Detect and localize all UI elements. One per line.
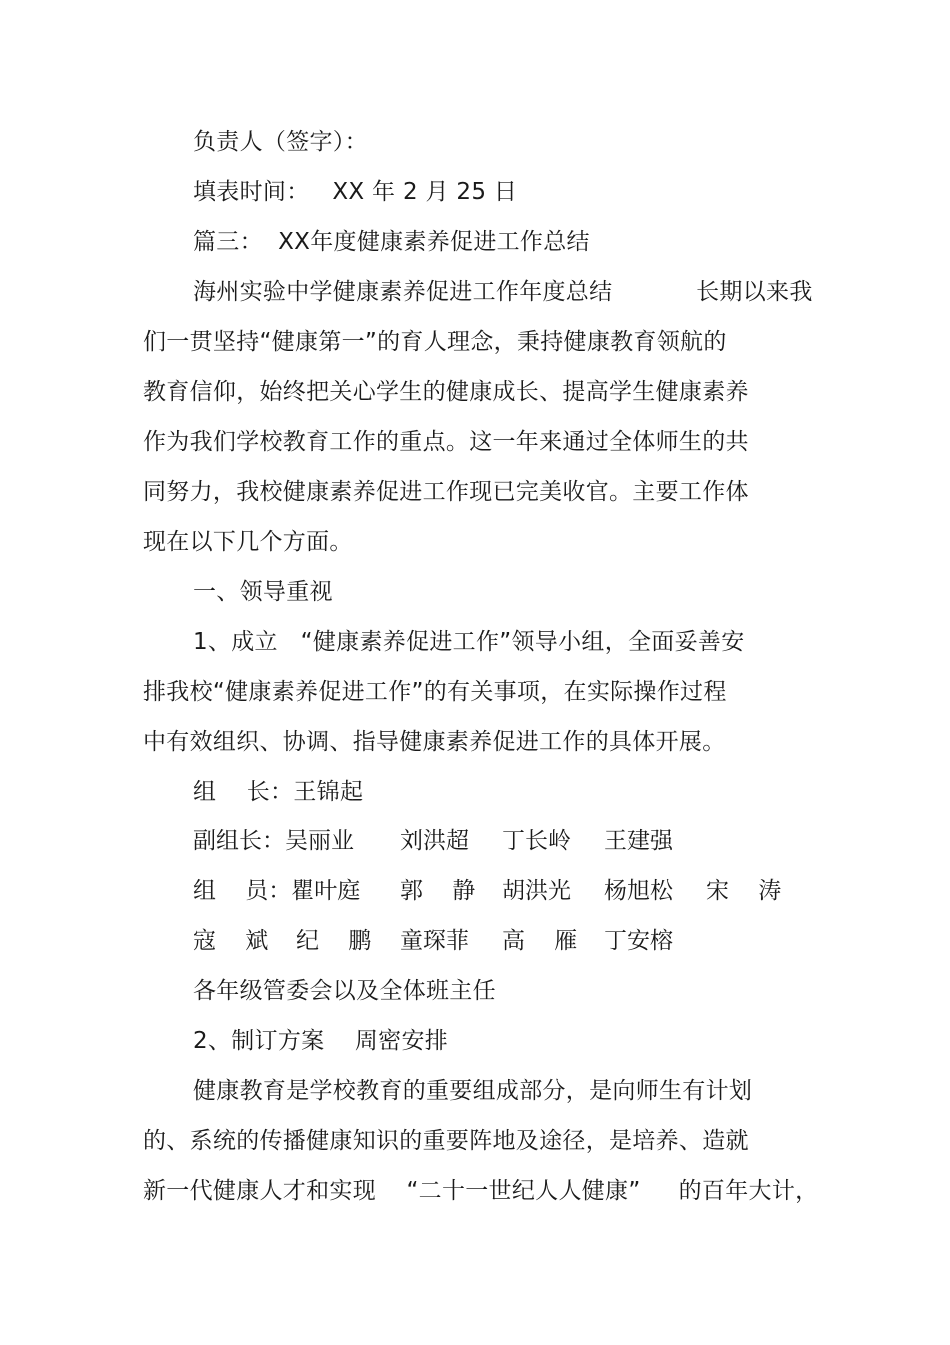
paragraph-line: 同努力，我校健康素养促进工作现已完美收官。主要工作体	[143, 479, 749, 505]
paragraph-line: 海州实验中学健康素养促进工作年度总结 长期以来我	[193, 279, 813, 305]
member-name: 寇 斌	[193, 928, 269, 954]
paragraph-line: 现在以下几个方面。	[143, 529, 353, 555]
paragraph-line: 新一代健康人才和实现 “二十一世纪人人健康” 的百年大计，	[143, 1178, 819, 1204]
member-name: 宋 涛	[706, 878, 782, 904]
member-name: 童琛菲	[400, 928, 469, 954]
member-name: 纪 鹏	[296, 928, 372, 954]
member-name: 杨旭松	[604, 878, 673, 904]
paragraph-line: 们一贯坚持“健康第一”的育人理念，秉持健康教育领航的	[143, 329, 727, 355]
members-label: 组 员：瞿叶庭	[193, 878, 361, 904]
deputy-label: 副组长：吴丽业	[193, 828, 354, 854]
deputy-name: 刘洪超	[400, 828, 469, 854]
section-title: 篇三： XX年度健康素养促进工作总结	[193, 229, 590, 255]
fill-date-line: 填表时间： XX 年 2 月 25 日	[193, 179, 518, 205]
paragraph-line: 的、系统的传播健康知识的重要阵地及途径，是培养、造就	[143, 1128, 749, 1154]
paragraph-line: 1、成立 “健康素养促进工作”领导小组，全面妥善安	[193, 629, 745, 655]
member-name: 郭 静	[400, 878, 476, 904]
leader-line: 组 长：王锦起	[193, 779, 364, 805]
paragraph-line: 作为我们学校教育工作的重点。这一年来通过全体师生的共	[143, 429, 749, 455]
heading-leadership: 一、领导重视	[193, 579, 333, 605]
paragraph-line: 教育信仰，始终把关心学生的健康成长、提高学生健康素养	[143, 379, 749, 405]
paragraph-line: 排我校“健康素养促进工作”的有关事项，在实际操作过程	[143, 679, 727, 705]
deputy-name: 丁长岭	[502, 828, 571, 854]
heading-plan: 2、制订方案 周密安排	[193, 1028, 449, 1054]
signature-line: 负责人（签字）：	[193, 129, 368, 155]
member-name: 丁安榕	[604, 928, 673, 954]
paragraph-line: 中有效组织、协调、指导健康素养促进工作的具体开展。	[143, 729, 726, 755]
paragraph-line: 各年级管委会以及全体班主任	[193, 978, 496, 1004]
member-name: 胡洪光	[502, 878, 571, 904]
deputy-name: 王建强	[604, 828, 673, 854]
paragraph-line: 健康教育是学校教育的重要组成部分，是向师生有计划	[193, 1078, 753, 1104]
member-name: 高 雁	[502, 928, 578, 954]
